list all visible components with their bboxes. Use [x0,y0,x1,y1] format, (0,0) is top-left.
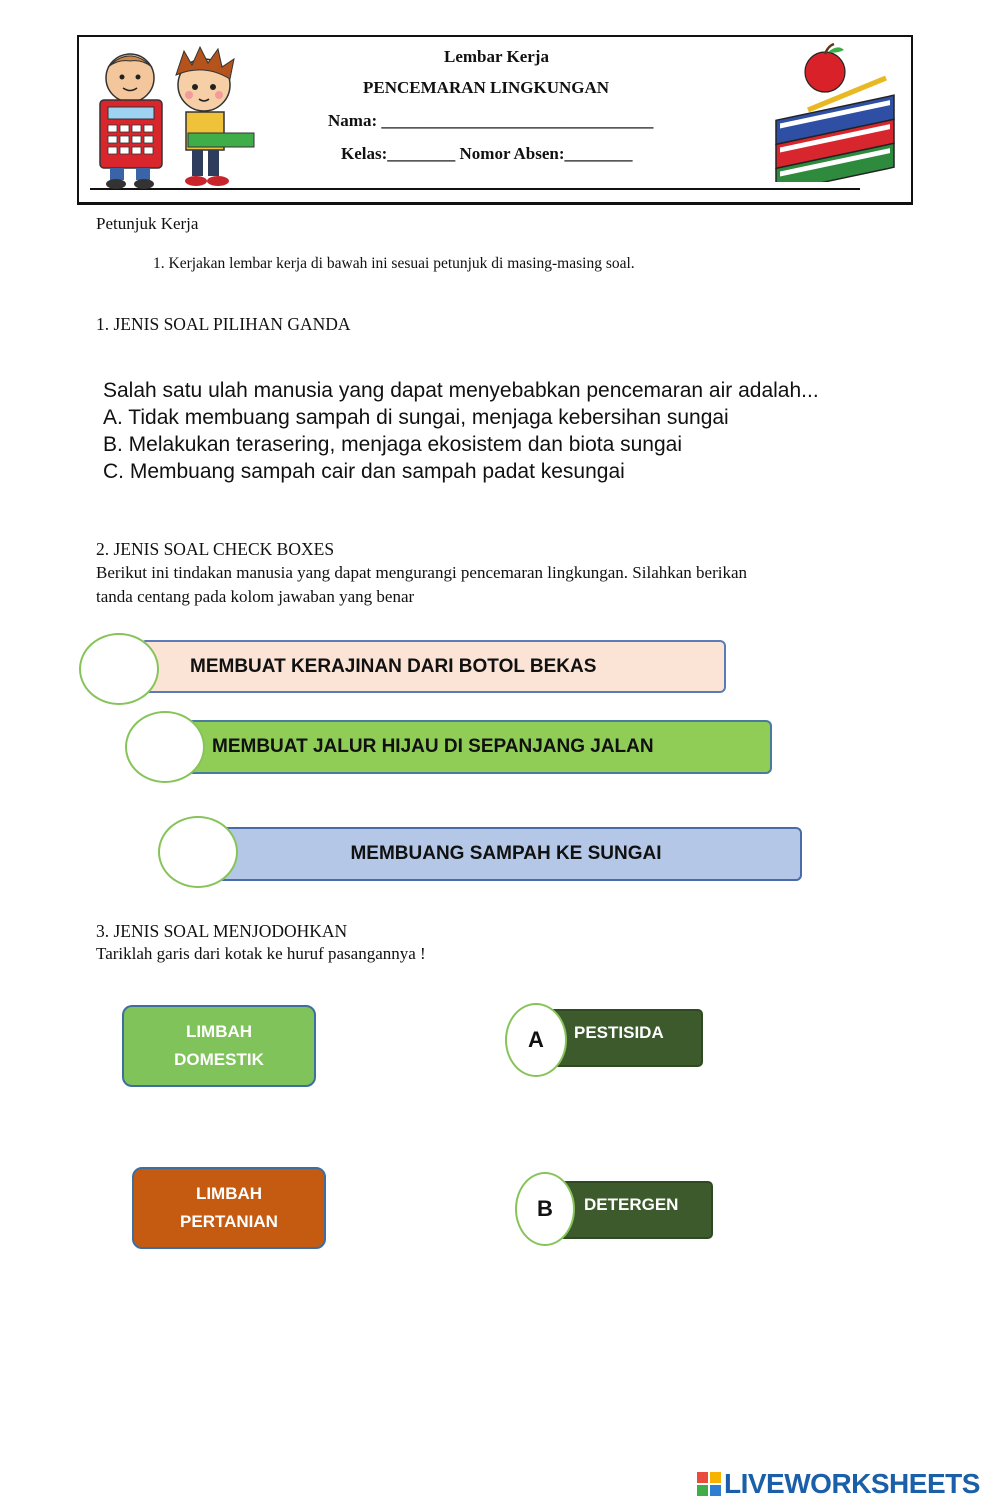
liveworksheets-logo-icon [697,1472,721,1496]
section1-heading: 1. JENIS SOAL PILIHAN GANDA [96,314,351,334]
section2-desc-line2: tanda centang pada kolom jawaban yang benar [96,587,415,606]
checkbox-1[interactable] [79,633,159,705]
checkbox-3[interactable] [158,816,238,888]
checkbox-option-3-label: MEMBUANG SAMPAH KE SUNGAI [350,843,662,864]
match-right-1[interactable] [548,1009,703,1067]
books-apple-illustration [768,42,908,182]
class-absen-field[interactable]: Kelas:________ Nomor Absen:________ [341,144,633,163]
match-right-2[interactable] [558,1181,713,1239]
match-right-2-label: DETERGEN [584,1195,679,1214]
match-right-2-letter[interactable]: B [515,1172,575,1246]
match-left-2-line2: PERTANIAN [180,1212,278,1231]
match-left-2[interactable] [132,1167,326,1249]
kids-illustration [92,45,257,193]
liveworksheets-logo-text[interactable]: LIVEWORKSHEETS [724,1468,980,1499]
section2-desc-line1: Berikut ini tindakan manusia yang dapat mengurangi pencemaran lingkungan. Silahkan berikan [96,563,748,582]
mc-option-c[interactable]: C. Membuang sampah cair dan sampah padat kesungai [103,460,625,483]
mc-option-b[interactable]: B. Melakukan terasering, menjaga ekosistem dan biota sungai [103,433,682,456]
mc-question: Salah satu ulah manusia yang dapat menyebabkan pencemaran air adalah... [103,379,819,402]
checkbox-option-2-label: MEMBUAT JALUR HIJAU DI SEPANJANG JALAN [212,736,654,757]
name-field[interactable]: Nama: ________________________________ [328,111,654,130]
section3-desc: Tariklah garis dari kotak ke huruf pasangannya ! [96,944,426,963]
match-left-1-line1: LIMBAH [185,1022,253,1041]
match-right-1-label: PESTISIDA [574,1023,664,1042]
match-left-1-line2: DOMESTIK [174,1050,264,1069]
checkbox-option-3 [210,827,802,881]
match-left-2-line1: LIMBAH [195,1184,263,1203]
checkbox-option-1 [140,640,726,693]
header-bottom-line [77,202,913,204]
instructions-heading: Petunjuk Kerja [96,214,199,233]
section3-heading: 3. JENIS SOAL MENJODOHKAN [96,921,348,941]
checkbox-2[interactable] [125,711,205,783]
instruction-item-1: 1. Kerjakan lembar kerja di bawah ini sesuai petunjuk di masing-masing soal. [153,255,635,272]
mc-option-a[interactable]: A. Tidak membuang sampah di sungai, menjaga kebersihan sungai [103,406,729,429]
worksheet-subtitle: PENCEMARAN LINGKUNGAN [363,78,610,97]
checkbox-option-1-label: MEMBUAT KERAJINAN DARI BOTOL BEKAS [190,655,597,677]
checkbox-option-2 [180,720,772,774]
worksheet-title: Lembar Kerja [444,47,549,66]
match-left-1[interactable] [122,1005,316,1087]
section2-heading: 2. JENIS SOAL CHECK BOXES [96,539,335,559]
match-right-1-letter[interactable]: A [505,1003,567,1077]
